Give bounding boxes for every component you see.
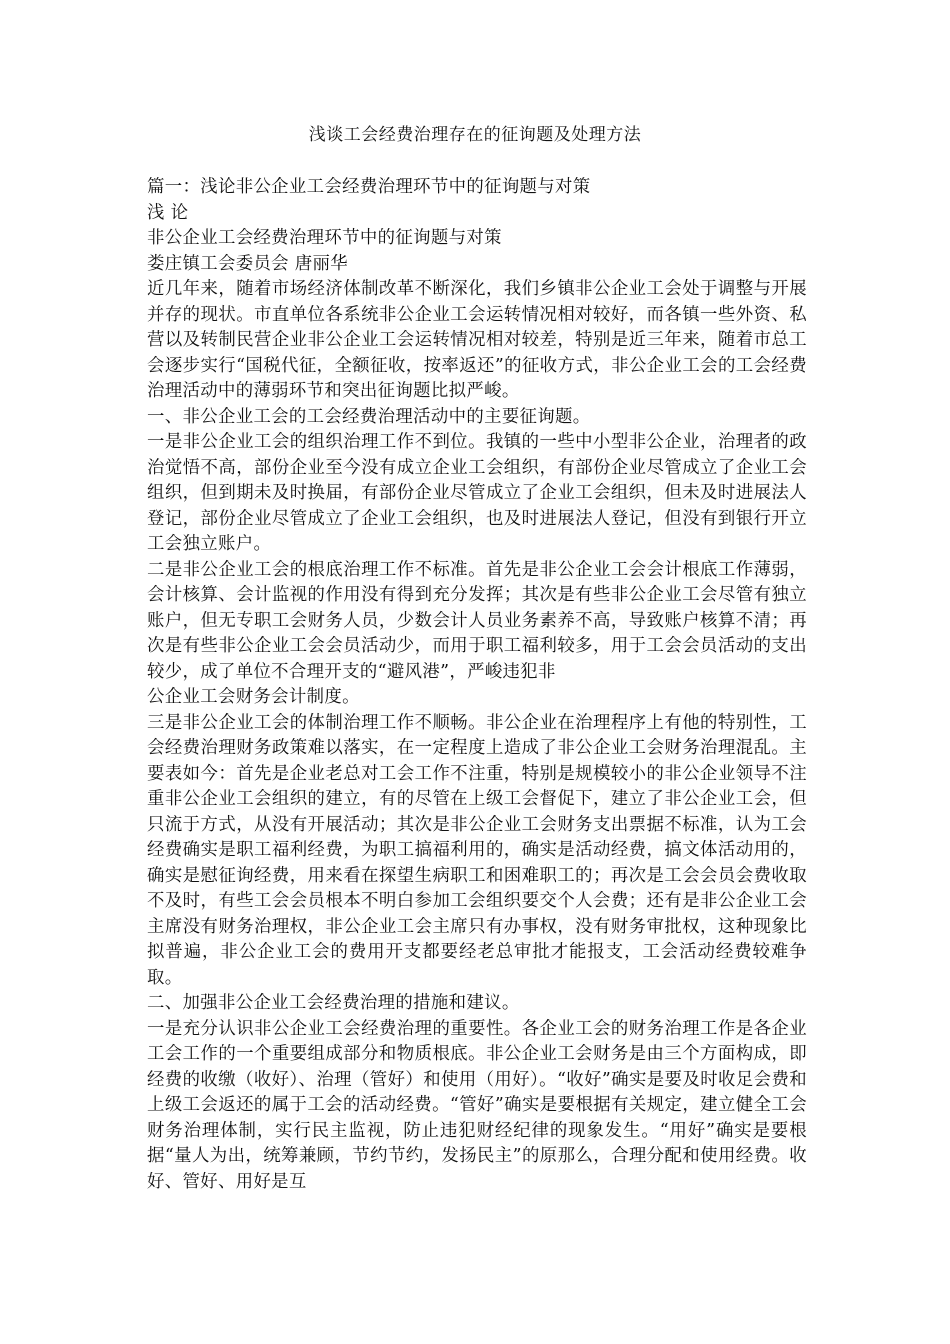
body-paragraph: 三是非公企业工会的体制治理工作不顺畅。非公企业在治理程序上有他的特别性，工会经费治理财务政策难以落实，在一定程度上造成了非公企业工会财务治理混乱。主要表如今：首先是企业老总对工会工作不注重，特别是规模较小的非公企业领导不注重非公企业工会组织的建立，有的尽管在上级工会督促下，建立了非公企业工会，但只流于方式，从没有开展活动；其次是非公企业工会财务支出票据不标准，认为工会经费确实是职工福利经费，为职工搞福利用的，确实是活动经费，搞文体活动用的，确实是慰征询经费，用来看在探望生病职工和困难职工的；再次是工会会员会费收取不及时，有些工会会员根本不明白参加工会组织要交个人会费；还有是非公企业工会主席没有财务治理权，非公企业工会主席只有办事权，没有财务审批权，这种现象比拟普遍，非公企业工会的费用开支都要经老总审批才能报支，工会活动经费较难争取。 xyxy=(147,712,807,988)
body-paragraph: 一是非公企业工会的组织治理工作不到位。我镇的一些中小型非公企业，治理者的政治觉悟不高，部份企业至今没有成立企业工会组织，有部份企业尽管成立了企业工会组织，但到期未及时换届，有部份企业尽管成立了企业工会组织，但未及时进展法人登记，部份企业尽管成立了企业工会组织，也及时进展法人登记，但没有到银行开立工会独立账户。 xyxy=(147,432,807,554)
document-body xyxy=(147,175,807,1195)
section-heading: 篇一：浅论非公企业工会经费治理环节中的征询题与对策 xyxy=(147,177,591,197)
section-heading: 一、非公企业工会的工会经费治理活动中的主要征询题。 xyxy=(147,406,591,427)
heading-line: 浅 论 xyxy=(147,202,189,223)
body-paragraph: 近几年来，随着市场经济体制改革不断深化，我们乡镇非公企业工会处于调整与开展并存的现状。市直单位各系统非公企业工会运转情况相对较好，而各镇一些外资、私营以及转制民营企业非公企业工会运转情况相对较差，特别是近三年来，随着市总工会逐步实行“国税代征，全额征收，按率返还”的征收方式，非公企业工会的工会经费治理活动中的薄弱环节和突出征询题比拟严峻。 xyxy=(147,279,807,401)
document-title: 浅谈工会经费治理存在的征询题及处理方法 xyxy=(308,125,642,145)
body-paragraph: 公企业工会财务会计制度。 xyxy=(147,687,360,707)
author-line: 娄庄镇工会委员会 唐丽华 xyxy=(147,253,349,274)
section-heading: 二、加强非公企业工会经费治理的措施和建议。 xyxy=(147,993,520,1013)
body-paragraph: 二是非公企业工会的根底治理工作不标准。首先是非公企业工会会计根底工作薄弱，会计核算、会计监视的作用没有得到充分发挥；其次是有些非公企业工会尽管有独立账户，但无专职工会财务人员，少数会计人员业务素养不高，导致账户核算不清；再次是有些非公企业工会会员活动少，而用于职工福利较多，用于工会会员活动的支出较少，成了单位不合理开支的“避风港”，严峻违犯非 xyxy=(147,559,807,682)
heading-line: 非公企业工会经费治理环节中的征询题与对策 xyxy=(147,228,502,248)
body-paragraph: 一是充分认识非公企业工会经费治理的重要性。各企业工会的财务治理工作是各企业工会工作的一个重要组成部分和物质根底。非公企业工会财务是由三个方面构成，即经费的收缴（收好）、治理（管好）和使用（用好）。“收好”确实是要及时收足会费和上级工会返还的属于工会的活动经费。“管好”确实是要根据有关规定，建立健全工会财务治理体制，实行民主监视，防止违犯财经纪律的现象发生。“用好”确实是要根据“量人为出，统筹兼顾，节约节约，发扬民主”的原那么，合理分配和使用经费。收好、管好、用好是互 xyxy=(147,1018,807,1192)
